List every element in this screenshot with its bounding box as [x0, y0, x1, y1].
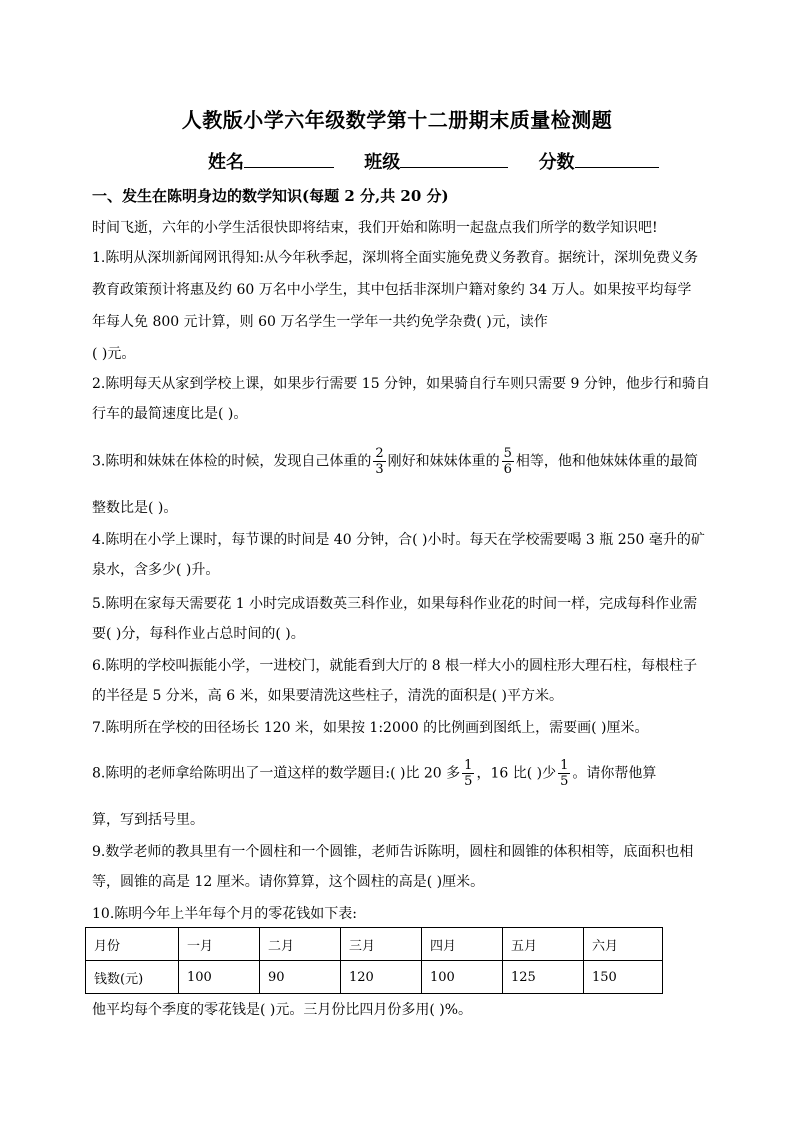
question-5-line-2: 要( )分，每科作业占总时间的( )。 [92, 626, 305, 642]
question-5-line-1: 5.陈明在家每天需要花 1 小时完成语数英三科作业，如果每科作业花的时间一样，完成每科作业需 [92, 596, 698, 612]
score-label: 分数 [538, 152, 575, 173]
question-9-line-1: 9.数学老师的教具里有一个圆柱和一个圆锥，老师告诉陈明，圆柱和圆锥的体积相等，底面积也相 [92, 844, 694, 860]
table-cell: 六月 [584, 928, 663, 961]
fraction-five-sixths: $\frac{5}{6}$ [503, 446, 512, 477]
fraction-two-thirds: $\frac{2}{3}$ [375, 446, 384, 477]
question-2-line-1: 2.陈明每天从家到学校上课，如果步行需要 15 分钟，如果骑自行车则只需要 9 分钟，他步行和骑自 [92, 376, 710, 392]
table-cell: 100 [179, 961, 260, 994]
question-4-line-1: 4.陈明在小学上课时，每节课的时间是 40 分钟，合( )小时。每天在学校需要喝 3 瓶 250 毫升的矿 [92, 532, 705, 548]
fraction-one-fifth-b: $\frac{1}{5}$ [560, 758, 569, 789]
score-blank[interactable] [575, 149, 659, 168]
student-info-row [208, 148, 659, 174]
table-cell: 120 [341, 961, 422, 994]
table-cell: 二月 [260, 928, 341, 961]
question-4-line-2: 泉水，含多少( )升。 [92, 562, 220, 578]
class-label: 班级 [364, 152, 401, 173]
table-cell: 125 [503, 961, 584, 994]
table-cell: 四月 [422, 928, 503, 961]
question-3-line-1 [92, 446, 698, 477]
class-blank[interactable] [400, 149, 508, 168]
question-1-line-2: 教育政策预计将惠及约 60 万名中小学生，其中包括非深圳户籍对象约 34 万人。如果按平均每学 [92, 282, 692, 298]
question-8-line-2: 算，写到括号里。 [92, 812, 204, 828]
question-6-line-1: 6.陈明的学校叫振能小学，一进校门，就能看到大厅的 8 根一样大小的圆柱形大理石柱，每根柱子 [92, 658, 698, 674]
allowance-table [85, 927, 663, 994]
question-2-line-2: 行车的最简速度比是( )。 [92, 406, 248, 422]
section-intro: 时间飞逝，六年的小学生活很快即将结束，我们开始和陈明一起盘点我们所学的数学知识吧! [92, 220, 658, 236]
table-cell: 100 [422, 961, 503, 994]
question-10-line-2: 他平均每个季度的零花钱是( )元。三月份比四月份多用( )%。 [92, 1002, 473, 1018]
question-3-text-b: 刚好和妹妹体重的 [387, 453, 500, 470]
question-8-line-1 [92, 758, 656, 789]
table-cell: 一月 [179, 928, 260, 961]
table-cell: 90 [260, 961, 341, 994]
question-9-line-2: 等，圆锥的高是 12 厘米。请你算算，这个圆柱的高是( )厘米。 [92, 874, 485, 890]
page-title: 人教版小学六年级数学第十二册期末质量检测题 [181, 108, 613, 132]
table-row [86, 928, 663, 961]
question-6-line-2: 的半径是 5 分米，高 6 米，如果要清洗这些柱子，清洗的面积是( )平方米。 [92, 688, 563, 704]
question-3-line-2: 整数比是( )。 [92, 500, 178, 516]
section-heading: 一、发生在陈明身边的数学知识(每题 2 分,共 20 分) [92, 187, 449, 205]
name-blank[interactable] [244, 149, 334, 168]
question-1-line-4: ( )元。 [92, 346, 136, 362]
table-cell: 五月 [503, 928, 584, 961]
question-7-line-1: 7.陈明所在学校的田径场长 120 米，如果按 1:2000 的比例画到图纸上，需要画( )厘米。 [92, 720, 649, 736]
table-cell: 150 [584, 961, 663, 994]
question-3-text-c: 相等，他和他妹妹体重的最简 [515, 453, 698, 470]
question-8-text-a: 8.陈明的老师拿给陈明出了一道这样的数学题目:( )比 20 多 [92, 765, 461, 782]
question-1-line-1: 1.陈明从深圳新闻网讯得知:从今年秋季起，深圳将全面实施免费义务教育。据统计，深圳免费义务 [92, 250, 699, 266]
name-label: 姓名 [208, 152, 244, 173]
question-3-text-a: 3.陈明和妹妹在体检的时候，发现自己体重的 [92, 453, 372, 470]
question-8-text-b: ，16 比( )少 [476, 765, 557, 782]
question-1-line-3: 年每人免 800 元计算，则 60 万名学生一学年一共约免学杂费( )元，读作 [92, 314, 548, 330]
table-cell: 钱数(元) [86, 961, 179, 994]
fraction-one-fifth-a: $\frac{1}{5}$ [464, 758, 473, 789]
table-row [86, 961, 663, 994]
question-10-line-1: 10.陈明今年上半年每个月的零花钱如下表: [92, 906, 357, 922]
table-cell: 三月 [341, 928, 422, 961]
table-cell: 月份 [86, 928, 179, 961]
question-8-text-c: 。请你帮他算 [572, 765, 657, 782]
